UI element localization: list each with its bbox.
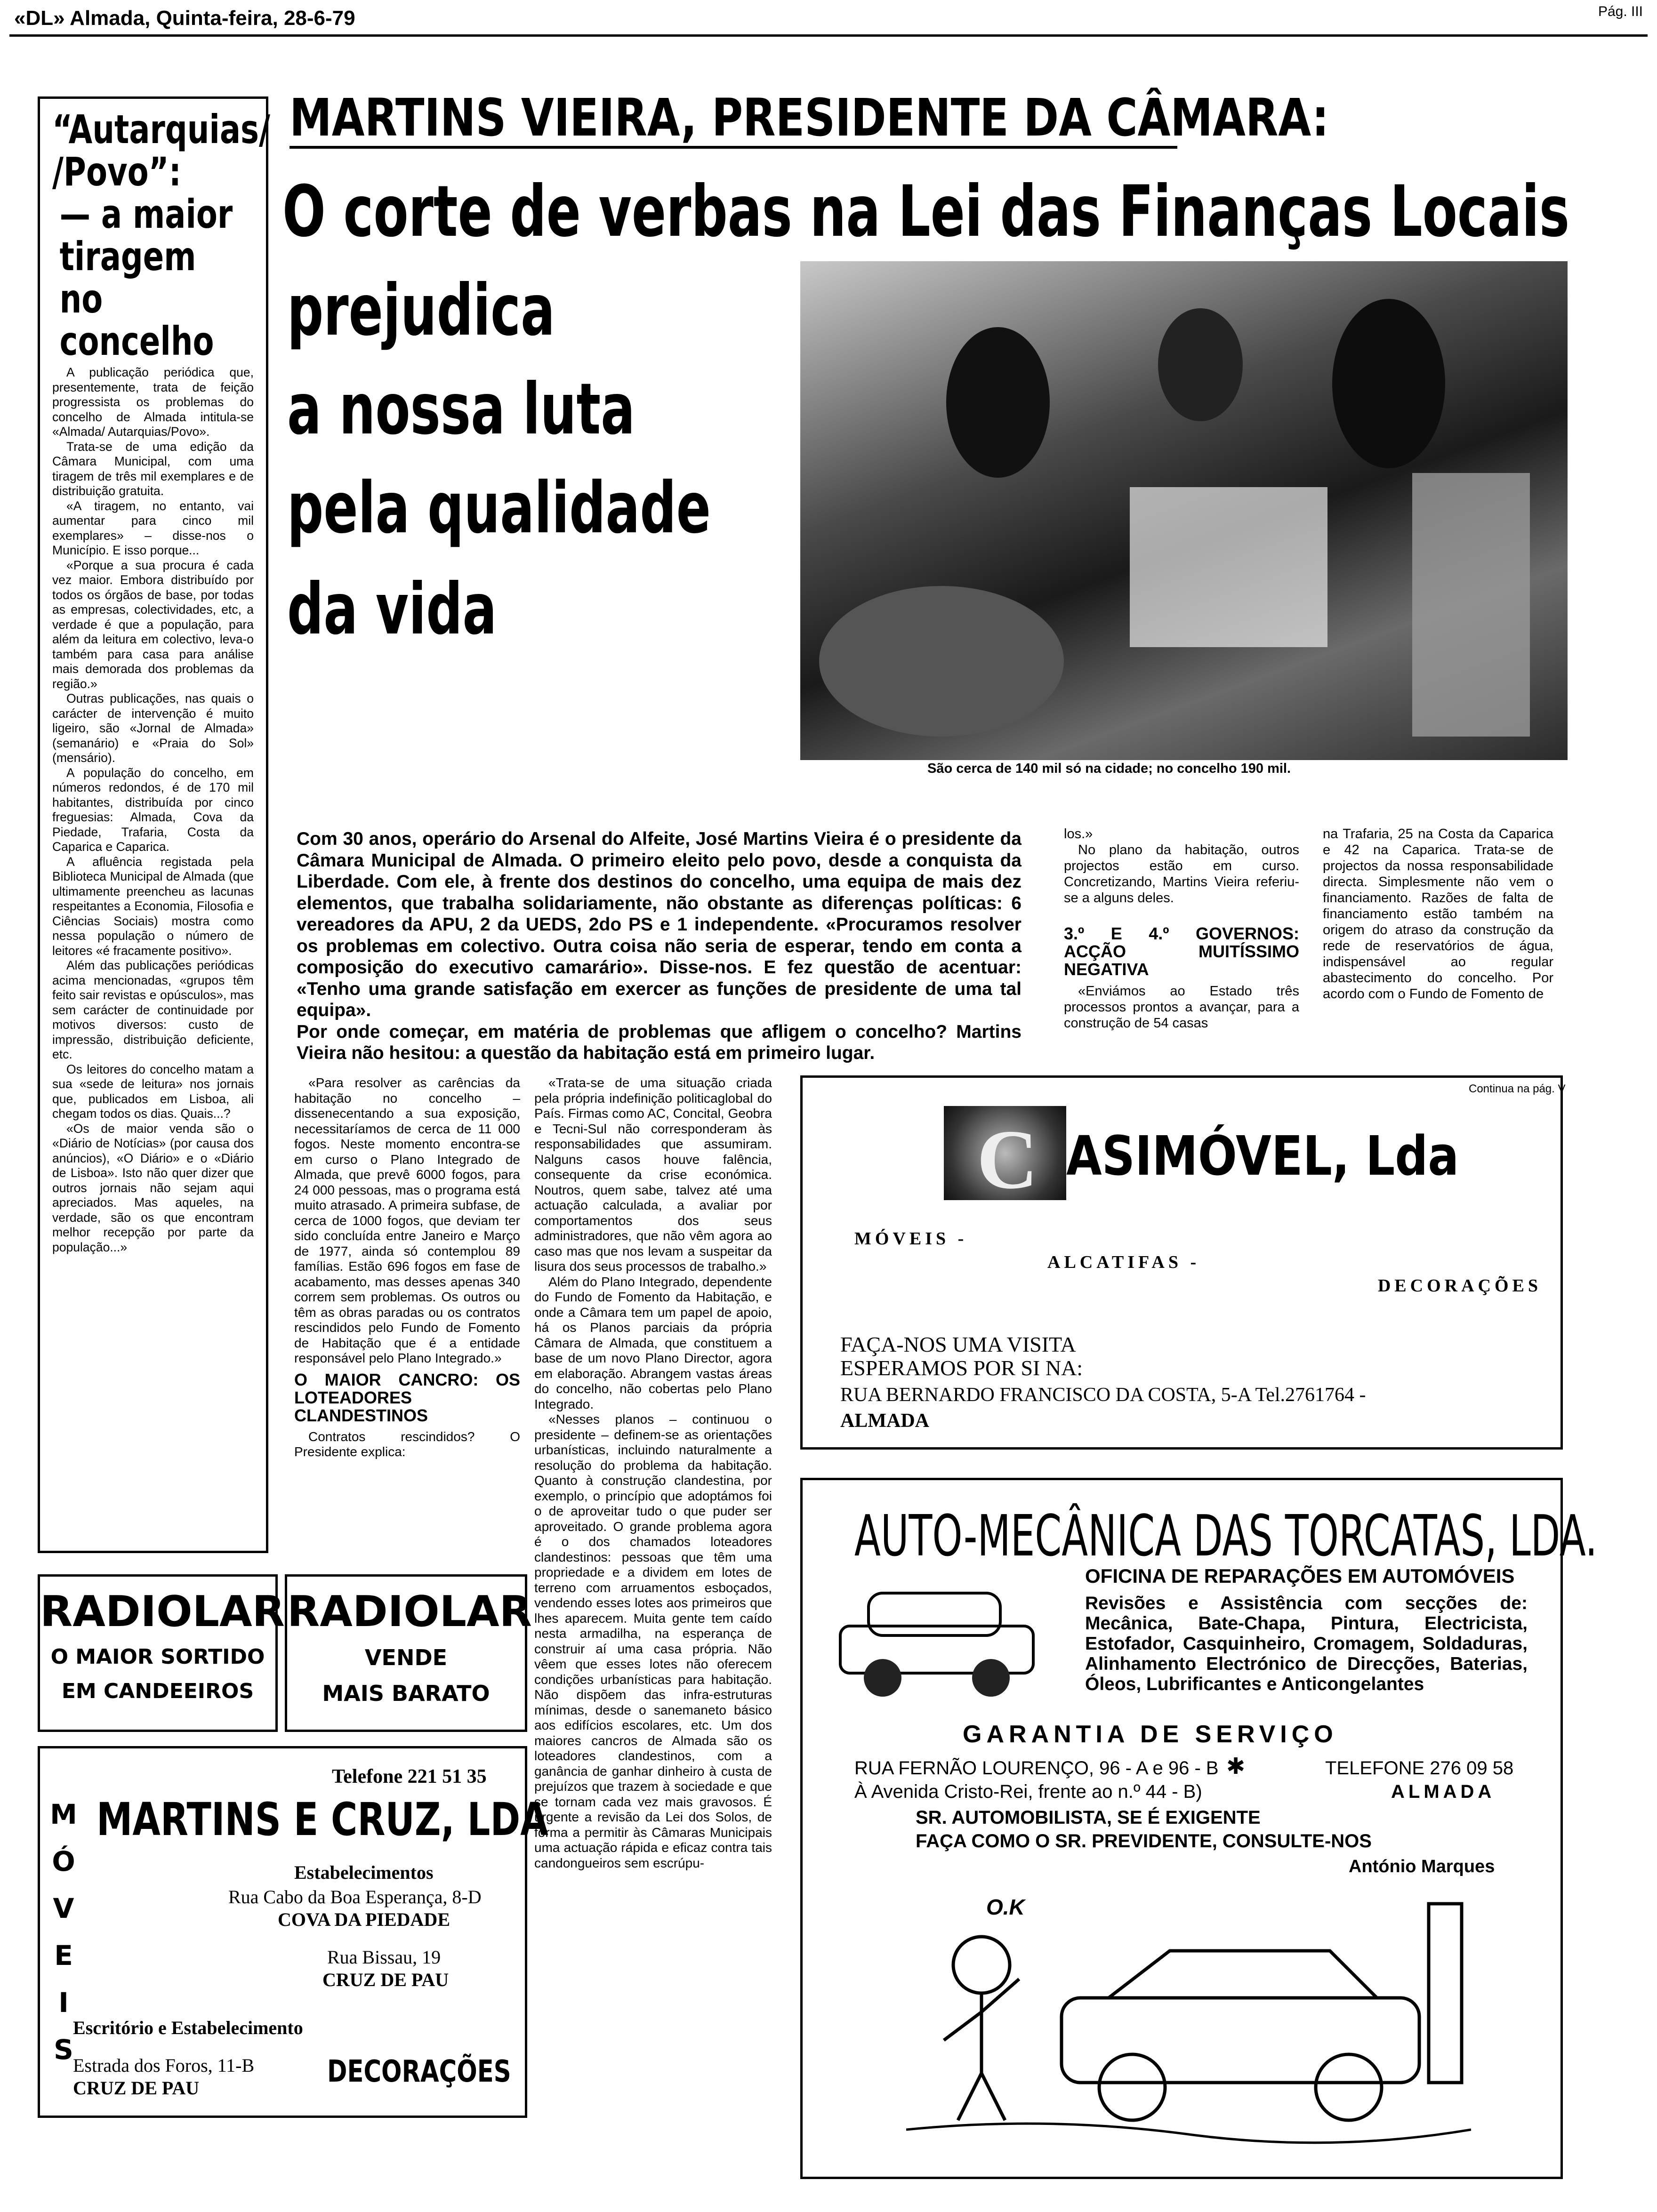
casimovel-cat3: DECORAÇÕES (1377, 1276, 1542, 1296)
martins-office: Escritório e Estabelecimento (73, 2017, 303, 2038)
sidebar-paragraph: «Porque a sua procura é cada vez maior. Embora distribuído por todos os órgãos de base, por todas as empresas, colectividades, etc, a verdade é que a população, para além da leitura em colectivo, leva-o também para casa para análise mais demorada dos problemas da região.» (52, 558, 254, 691)
torcatas-slogan-1: SR. AUTOMOBILISTA, SE É EXIGENTE (916, 1807, 1261, 1828)
casimovel-logo (944, 1106, 1066, 1206)
casimovel-logo-letter: C (977, 1113, 1038, 1206)
lead-paragraph-2: Por onde começar, em matéria de problemas que afligem o concelho? Martins Vieira não hesitou: a questão da habitação está em primeiro lugar. (297, 1021, 1022, 1063)
masthead-left: «DL» Almada, Quinta-feira, 28-6-79 (14, 7, 355, 30)
sidebar-title-line: “Autarquias/ (52, 106, 270, 152)
article-lead (297, 828, 1022, 1064)
ad-martins-cruz (38, 1746, 548, 2118)
column-1-heading: O MAIOR CANCRO: OS LOTEADORES CLANDESTINOS (294, 1370, 520, 1425)
radiolar-2-line1: VENDE (364, 1645, 448, 1670)
martins-place2: CRUZ DE PAU (322, 1969, 449, 1990)
article-column-a (1064, 826, 1299, 1031)
martins-vertical: MÓVEIS (50, 1798, 77, 2066)
mechanic-cartoon (906, 1894, 1471, 2158)
sidebar-paragraph: Trata-se de uma edição da Câmara Municipal, com uma tiragem de três mil exemplares e de distribuição gratuita. (52, 439, 254, 498)
star-icon: ✱ (1226, 1754, 1246, 1779)
sidebar-paragraph: A população do concelho, em números redondos, é de 170 mil habitantes, distribuída por cinco freguesias: Almada, Cova da Piedade, Trafaria, Costa da Caparica e Caparica. (52, 765, 254, 854)
torcatas-guarantee: GARANTIA DE SERVIÇO (963, 1721, 1338, 1748)
column-a-heading: 3.º E 4.º GOVERNOS: ACÇÃO MUITÍSSIMO NEGATIVA (1064, 924, 1299, 979)
headline-line1: O corte de verbas na Lei das Finanças Locais (282, 171, 1570, 253)
sidebar-paragraph: Além das publicações periódicas acima mencionadas, «grupos têm feito sair revistas e opúsculos», mas sem carácter de continuidade por motivos diversos: custo de impressão, distribuição deficiente, etc. (52, 958, 254, 1061)
sidebar-title-line: no concelho (59, 276, 214, 364)
headline-line2: prejudica (287, 270, 555, 352)
casimovel-cat1: MÓVEIS - (854, 1229, 968, 1249)
martins-addr1: Rua Cabo da Boa Esperança, 8-D (228, 1886, 482, 1907)
sidebar-paragraph: Os leitores do concelho matam a sua «sede de leitura» nos jornais que, publicados em Lisboa, ali chegam todos os dias. Quais...? (52, 1062, 254, 1121)
radiolar-1-line2: EM CANDEEIROS (61, 1679, 254, 1703)
torcatas-city: ALMADA (1391, 1781, 1496, 1802)
torcatas-address: RUA FERNÃO LOURENÇO, 96 - A e 96 - B (854, 1758, 1219, 1779)
sidebar-box (38, 96, 268, 1553)
martins-name: MARTINS E CRUZ, LDA (97, 1793, 548, 1846)
photo-figures (800, 261, 1568, 760)
cartoon-ok: O.K (986, 1895, 1025, 1919)
torcatas-services: Revisões e Assistência com secções de: Mecânica, Bate-Chapa, Pintura, Electricista, Estofador, Casquinheiro, Cromagem, Soldaduras, Alinhamento Electrónico de Direcções, Baterias, Óleos, Lubrificantes e Anticongelantes (1085, 1593, 1528, 1694)
ad-casimovel (800, 1075, 1563, 1450)
column-2-paragraph: «Trata-se de uma situação criada pela própria indefinição politicaglobal do País. Firmas como AC, Concital, Geobra e Tecni-Sul não corresponderam às responsabilidades que assumiram. Nalguns casos houve falência, consequente da crise económica. Noutros, quem sabe, talvez até uma actuação calculada, a avaliar por comportamentos dos seus administradores, que não vêm agora ao caso mas que nos levam a suspeitar da lisura dos seus processos de trabalho.» (534, 1075, 772, 1274)
lead-paragraph: Com 30 anos, operário do Arsenal do Alfeite, José Martins Vieira é o presidente da Câmara Municipal de Almada. O primeiro eleito pelo povo, desde a conquista da Liberdade. Com ele, à frente dos destinos do concelho, uma equipa de mais dez elementos, que trabalha solidariamente, não obstante as diferenças políticas: 6 vereadores da APU, 2 da UEDS, 2do PS e 1 independente. «Procuramos resolver os problemas em colectivo. Outra coisa não seria de esperar, tendo em conta a composição do executivo camarário». Disse-nos. E fez questão de acentuar: «Tenho uma grande satisfação em exercer as funções de presidente de uma tal equipa». (297, 829, 1022, 1020)
radiolar-2-line2: MAIS BARATO (322, 1681, 490, 1706)
ad-torcatas (800, 1478, 1598, 2179)
column-a-paragraph: No plano da habitação, outros projectos estão em curso. Concretizando, Martins Vieira referiu-se a alguns deles. (1064, 842, 1299, 906)
radiolar-1-name: RADIOLAR (40, 1587, 285, 1636)
radiolar-1-line1: O MAIOR SORTIDO (50, 1645, 265, 1669)
torcatas-slogan-2: FAÇA COMO O SR. PREVIDENTE, CONSULTE-NOS (916, 1831, 1372, 1851)
martins-estab: Estabelecimentos (294, 1862, 434, 1883)
photo-caption: São cerca de 140 mil só na cidade; no concelho 190 mil. (927, 761, 1291, 776)
column-1-paragraph: «Para resolver as carências da habitação no concelho – dissenecentando a sua exposição, necessitaríamos de cerca de 11 000 fogos. Neste momento encontra-se em curso o Plano Integrado de Almada, que prevê 6000 fogos, para 24 000 pessoas, mas o programa está muito atrasado. A primeira subfase, de cerca de 1000 fogos, que deviam ter sido concluída entre Janeiro e Março de 1977, ainda só contemplou 89 famílias. Estão 696 fogos em fase de acabamento, mas desses apenas 340 correm sem problemas. Os outros ou têm as obras paradas ou os contratos rescindidos pelo Fundo de Fomento de Habitação que é a entidade responsável pelo Plano Integrado.» (294, 1075, 520, 1365)
ad-radiolar-2 (285, 1574, 532, 1732)
casimovel-line1: FAÇA-NOS UMA VISITA (840, 1332, 1076, 1356)
sidebar-paragraph: Outras publicações, nas quais o carácter de intervenção é muito ligeiro, são «Jornal de Almada» (semanário) e «Praia do Sol» (mensário). (52, 691, 254, 765)
sidebar-title-line: — a maior (59, 191, 233, 237)
casimovel-line4: ALMADA (840, 1410, 929, 1432)
article-column-1 (294, 1075, 520, 1460)
torcatas-signature: António Marques (1349, 1857, 1495, 1876)
column-a-paragraph: «Enviámos ao Estado três processos prontos a avançar, para a construção de 54 casas (1064, 984, 1299, 1031)
continua-note: Continua na pág. V (1469, 1082, 1566, 1095)
headline-line4: pela qualidade (287, 467, 711, 549)
martins-decor: DECORAÇÕES (327, 2054, 511, 2089)
column-1-paragraph: Contratos rescindidos? O Presidente explica: (294, 1429, 520, 1459)
casimovel-line2: ESPERAMOS POR SI NA: (840, 1356, 1083, 1380)
casimovel-name: ASIMÓVEL, Lda (1066, 1125, 1459, 1188)
martins-addr3: Estrada dos Foros, 11-B (73, 2055, 255, 2076)
car-illustration (831, 1565, 1047, 1706)
sidebar-paragraph: «Os de maior venda são o «Diário de Notícias» (por causa dos anúncios), «O Diário» e o «Diário de Lisboa». Isto não quer dizer que outros jornais não sejam aqui apreciados. Mas aqueles, na verdade, são os que encontram melhor recepção por parte da população...» (52, 1121, 254, 1254)
sidebar-title-line: /Povo”: (52, 149, 181, 195)
ad-radiolar-1 (38, 1574, 285, 1732)
sidebar-paragraph: A publicação periódica que, presentemente, trata de feição progressista os problemas do concelho de Almada intitula-se «Almada/ Autarquias/Povo». (52, 365, 254, 439)
martins-phone: Telefone 221 51 35 (332, 1766, 487, 1787)
headline-kicker: MARTINS VIEIRA, PRESIDENTE DA CÂMARA: (290, 88, 1329, 148)
column-a-paragraph: los.» (1064, 826, 1093, 842)
torcatas-sub: OFICINA DE REPARAÇÕES EM AUTOMÓVEIS (1085, 1565, 1515, 1587)
sidebar-paragraph: «A tiragem, no entanto, vai aumentar para cinco mil exemplares» – disse-nos o Município. E isso porque... (52, 498, 254, 557)
torcatas-address-2: À Avenida Cristo-Rei, frente ao n.º 44 - B) (854, 1781, 1202, 1802)
column-b-paragraph: na Trafaria, 25 na Costa da Caparica e 42 na Caparica. Trata-se de projectos da nossa responsabilidade directa. Simplesmente não vem o financiamento. Razões de falta de financiamento estão também na origem do atraso da construção da rede de reservatórios de água, indispensável ao regular abastecimento do concelho. Por acordo com o Fundo de Fomento de (1323, 826, 1553, 1002)
headline-line3: a nossa luta (287, 369, 635, 450)
radiolar-2-name: RADIOLAR (287, 1587, 532, 1636)
martins-place1: COVA DA PIEDADE (278, 1909, 450, 1930)
article-column-b (1323, 826, 1553, 1002)
torcatas-name: AUTO-MECÂNICA DAS TORCATAS, LDA. (854, 1504, 1598, 1569)
article-column-2 (534, 1075, 772, 1871)
sidebar-paragraph: A afluência registada pela Biblioteca Municipal de Almada (que ultimamente preencheu as lacunas respeitantes a Economia, Filosofia e Ciências Sociais) mostra como nessa população o número de leitores «é fracamente positivo». (52, 854, 254, 958)
masthead (9, 4, 1648, 37)
torcatas-phone: TELEFONE 276 09 58 (1325, 1758, 1514, 1779)
casimovel-cat2: ALCATIFAS - (1047, 1252, 1200, 1272)
sidebar-body (52, 365, 254, 1255)
column-2-paragraph: Além do Plano Integrado, dependente do Fundo de Fomento da Habitação, e onde a Câmara tem um papel de apoio, há os Planos parciais da própria Câmara de Almada, que constituem a base de um novo Plano Director, agora em elaboração. Abrangem vastas áreas do concelho, não cobertas pelo Plano Integrado. (534, 1274, 772, 1411)
sidebar-title (52, 106, 270, 364)
headline-line5: da vida (287, 569, 497, 650)
martins-addr2: Rua Bissau, 19 (327, 1947, 441, 1968)
masthead-right: Pág. III (1598, 4, 1643, 19)
casimovel-line3: RUA BERNARDO FRANCISCO DA COSTA, 5-A Tel.2761764 - (840, 1384, 1366, 1406)
column-2-paragraph: «Nesses planos – continuou o presidente – definem-se as orientações urbanísticas, incluindo naturalmente a resolução do problema da habitação. Quanto à construção clandestina, por exemplo, o princípio que adoptámos foi o de aproveitar tudo o que puder ser aproveitado. O grande problema agora é o dos chamados loteadores clandestinos: pessoas que têm uma propriedade e a dividem em lotes de terreno com arruamentos esboçados, vendendo esses lotes aos primeiros que lhes aparecem. Muita gente tem caído nesta armadilha, na esperança de construir aí uma casa própria. Não vêem que esses lotes não oferecem condições urbanísticas para habitação. Não dispõem das infra-estruturas mínimas, desde o sanemaneto básico aos edifícios escolares, etc. Um dos maiores cancros de Almada são os loteadores clandestinos, com a ganância de ganhar dinheiro à custa de prejuízos que trazem à sociedade e que se tornam cada vez mais gravosos. É urgente a revisão da Lei dos Solos, de forma a permitir às Câmaras Municipais uma actuação rápida e eficaz contra tais candongueiros sem escrúpu- (534, 1412, 772, 1870)
sidebar-title-line: tiragem (59, 233, 196, 280)
market-photo (800, 261, 1568, 760)
martins-place3: CRUZ DE PAU (73, 2077, 200, 2099)
